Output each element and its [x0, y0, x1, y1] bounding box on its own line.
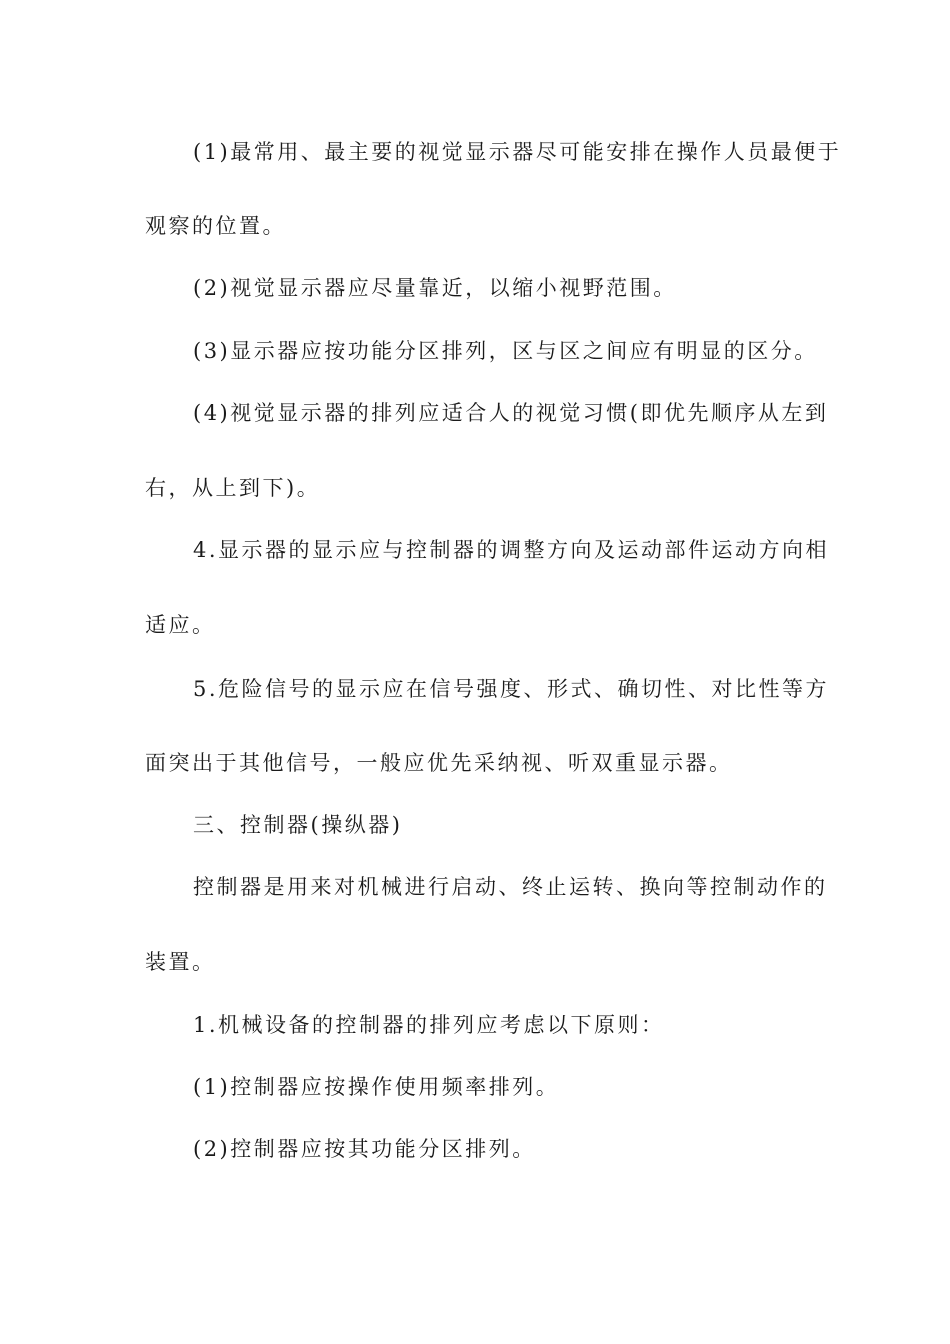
paragraph-line: (1)最常用、最主要的视觉显示器尽可能安排在操作人员最便于	[193, 140, 842, 164]
paragraph-line: 装置。	[145, 950, 216, 974]
section-heading: 三、控制器(操纵器)	[193, 813, 403, 837]
paragraph-line: 5.危险信号的显示应在信号强度、形式、确切性、对比性等方	[193, 677, 830, 701]
paragraph-line: 右，从上到下)。	[145, 476, 321, 500]
paragraph-line: 1.机械设备的控制器的排列应考虑以下原则：	[193, 1013, 665, 1037]
paragraph-line: (4)视觉显示器的排列应适合人的视觉习惯(即优先顺序从左到	[193, 401, 829, 425]
paragraph-line: (2)视觉显示器应尽量靠近，以缩小视野范围。	[193, 276, 677, 300]
paragraph-line: 4.显示器的显示应与控制器的调整方向及运动部件运动方向相	[193, 538, 830, 562]
paragraph-line: (2)控制器应按其功能分区排列。	[193, 1137, 536, 1161]
paragraph-line: 面突出于其他信号，一般应优先采纳视、听双重显示器。	[145, 751, 733, 775]
paragraph-line: 观察的位置。	[145, 214, 286, 238]
paragraph-line: 控制器是用来对机械进行启动、终止运转、换向等控制动作的	[193, 875, 828, 899]
paragraph-line: (3)显示器应按功能分区排列，区与区之间应有明显的区分。	[193, 339, 818, 363]
paragraph-line: (1)控制器应按操作使用频率排列。	[193, 1075, 560, 1099]
paragraph-line: 适应。	[145, 613, 216, 637]
